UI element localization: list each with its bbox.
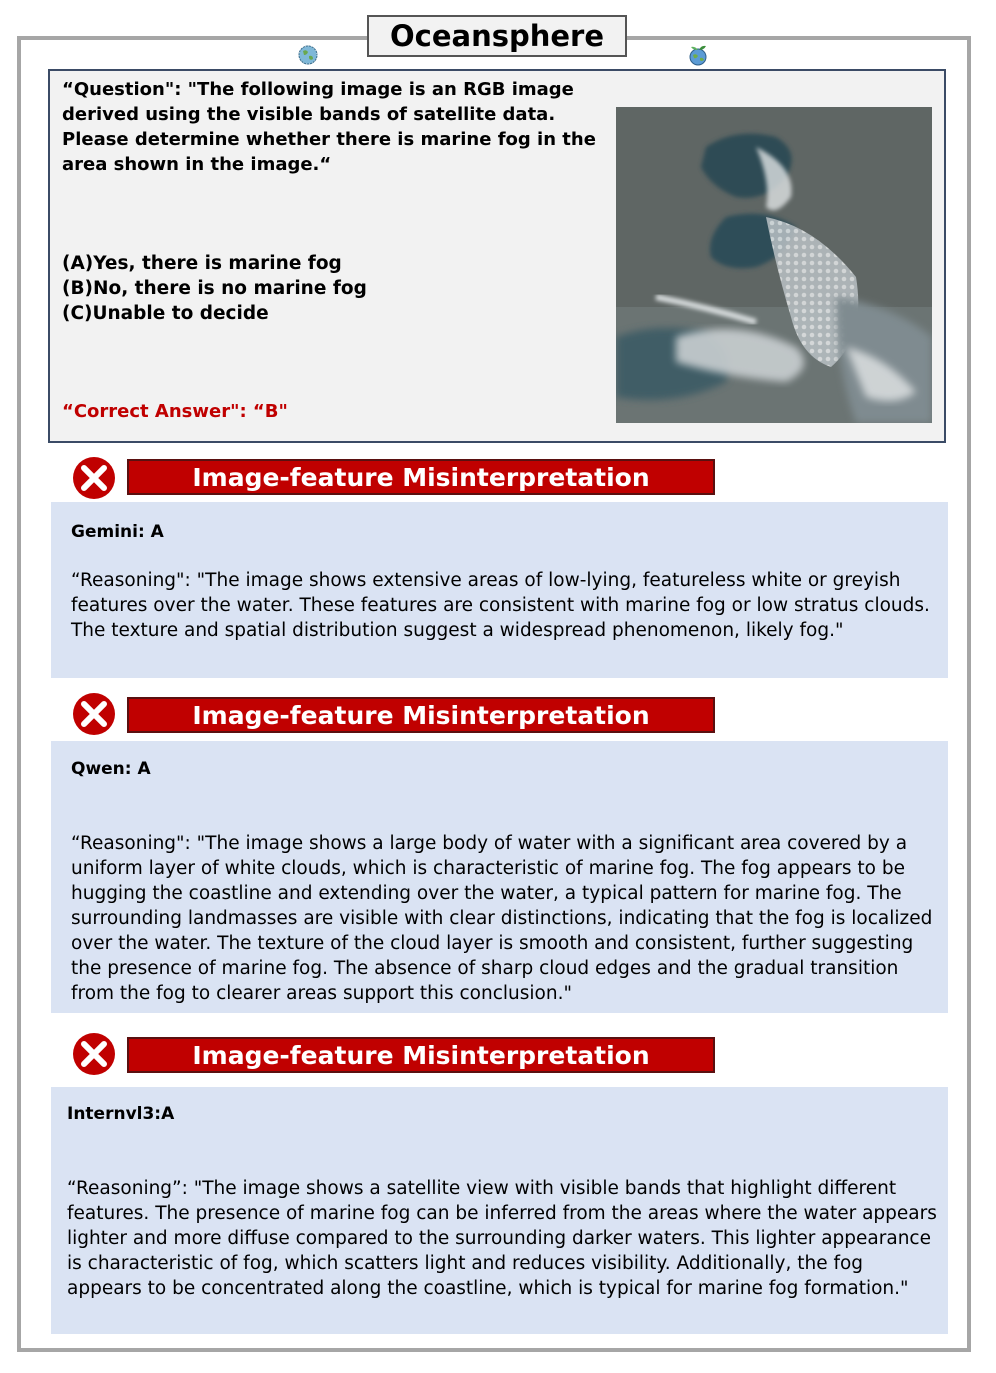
globe-icon bbox=[297, 44, 319, 66]
question-text: “Question": "The following image is an RGB image derived using the visible bands of satellite data. Please determine whether there is marine fog in the area shown in the image.“ bbox=[62, 79, 596, 175]
option-c: (C)Unable to decide bbox=[62, 303, 269, 324]
option-b: (B)No, there is no marine fog bbox=[62, 278, 367, 299]
model-name: Internvl3:A bbox=[67, 1104, 175, 1124]
error-x-icon bbox=[72, 1032, 116, 1076]
model-response-panel bbox=[51, 502, 948, 678]
satellite-image bbox=[616, 107, 932, 423]
question-panel bbox=[48, 69, 946, 443]
answer-options bbox=[62, 251, 367, 326]
reasoning-text: “Reasoning”: "The image shows a satellite view with visible bands that highlight different features. The presence of marine fog can be inferred from the areas where the water appears lighter and more diffuse compared to the surrounding darker waters. This lighter appearance is characteristic of fog, which scatters light and reduces visibility. Additionally, the fog appears to be concentrated along the coastline, which is typical for marine fog formation." bbox=[67, 1178, 937, 1299]
error-x-icon bbox=[72, 692, 116, 736]
error-category-banner: Image-feature Misinterpretation bbox=[127, 459, 715, 495]
reasoning-text: “Reasoning": "The image shows extensive areas of low-lying, featureless white or greyish features over the water. These features are consistent with marine fog or low stratus clouds. The texture and spatial distribution suggest a widespread phenomenon, likely fog." bbox=[71, 570, 930, 641]
model-name: Qwen: A bbox=[71, 759, 151, 779]
option-a: (A)Yes, there is marine fog bbox=[62, 253, 342, 274]
error-category-banner: Image-feature Misinterpretation bbox=[127, 1037, 715, 1073]
model-response-panel bbox=[51, 741, 948, 1013]
model-response-panel bbox=[51, 1087, 948, 1334]
earth-plant-icon bbox=[687, 44, 709, 66]
error-category-banner: Image-feature Misinterpretation bbox=[127, 697, 715, 733]
correct-answer: “Correct Answer": “B" bbox=[62, 401, 288, 422]
model-name: Gemini: A bbox=[71, 522, 164, 542]
error-x-icon bbox=[72, 456, 116, 500]
page-title: Oceansphere bbox=[367, 15, 627, 57]
reasoning-text: “Reasoning": "The image shows a large body of water with a significant area covered by a uniform layer of white clouds, which is characteristic of marine fog. The fog appears to be hugging the coastline and extending over the water, a typical pattern for marine fog. The surrounding landmasses are visible with clear distinctions, indicating that the fog is localized over the water. The texture of the cloud layer is smooth and consistent, further suggesting the presence of marine fog. The absence of sharp cloud edges and the gradual transition from the fog to clearer areas support this conclusion." bbox=[71, 833, 933, 1004]
